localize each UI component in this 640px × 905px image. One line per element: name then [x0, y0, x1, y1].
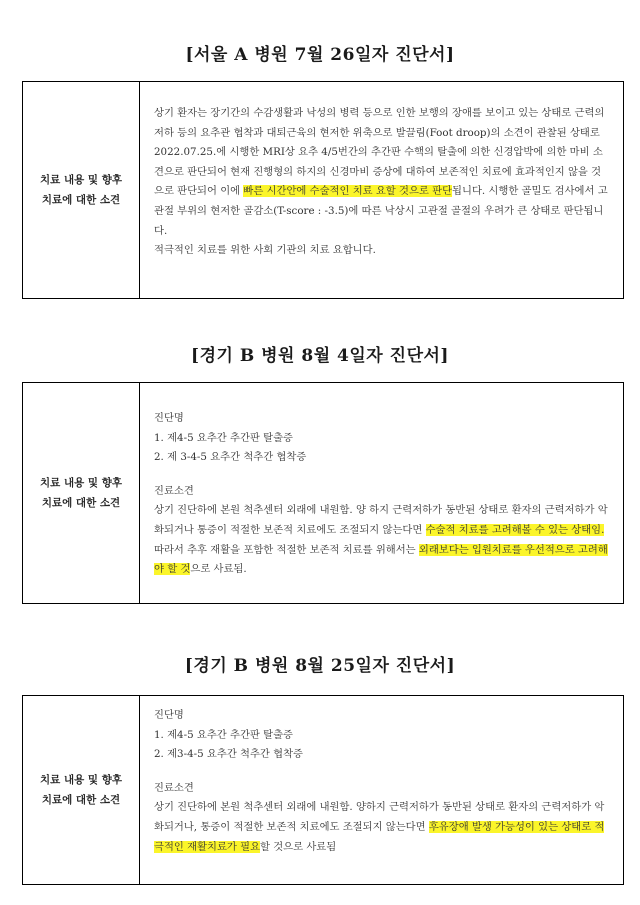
section2-diagnosis-heading: 진단명	[154, 412, 184, 424]
section1-highlight: 빠른 시간안에 수술적인 치료 요할 것으로 판단	[243, 185, 453, 198]
section2-highlight-1: 수술적 치료를 고려해볼 수 있는 상태임.	[425, 523, 605, 536]
section3-opinion	[154, 798, 611, 857]
section3-label-line1: 치료 내용 및 향후	[40, 774, 122, 786]
section3-label-line2: 치료에 대한 소견	[41, 794, 121, 806]
section2-diagnosis-2: 2. 제 3-4-5 요추간 척추간 협착증	[154, 451, 307, 464]
section3-opinion-pre: 상기 진단하에 본원 척추센터 외래에 내원함. 양하지 근력저하가 동반된 상태로 환자의 근력저하가 악화되거나, 통증이 적절한 보존적 치료에도 조절되지 않는다면	[154, 801, 605, 833]
section2-opinion-heading: 진료소견	[154, 484, 194, 497]
section1-paragraph	[154, 104, 611, 241]
section1-table	[22, 81, 624, 299]
section1-text-post: 됩니다. 시행한 골밀도 검사에서 고관절 부위의 현저한 골감소(T-score : -3.5)에 따른 낙상시 고관절 골절의 우려가 큰 상태로 판단됩니다.	[154, 185, 608, 237]
section3-content-cell	[140, 696, 623, 884]
section2-label-line1: 치료 내용 및 향후	[40, 477, 122, 489]
section2-opinion-pre: 상기 진단하에 본원 척추센터 외래에 내원함. 양 하지 근력저하가 동반된 상태로 환자의 근력저하가 악화되거나 통증이 적절한 보존적 치료에도 조절되지 않는다면	[154, 504, 608, 536]
section2-opinion-post: 으로 사료됨.	[190, 563, 247, 576]
section3-diagnosis-2: 2. 제3-4-5 요추간 척추간 협착증	[154, 748, 303, 761]
section1-label-line1: 치료 내용 및 향후	[40, 174, 122, 186]
section1-label-line2: 치료에 대한 소견	[41, 194, 121, 206]
section3-opinion-heading: 진료소견	[154, 781, 194, 794]
section3-title: [경기 B 병원 8월 25일자 진단서]	[184, 656, 456, 676]
section3-table	[22, 695, 624, 885]
section2-opinion	[154, 501, 611, 579]
section3-highlight: 후유장애 발생 가능성이 있는 상태로 적극적인 재활치료가 필요	[154, 820, 605, 853]
section2-title: [경기 B 병원 8월 4일자 진단서]	[191, 346, 449, 366]
section2-table	[22, 382, 624, 604]
section2-diagnosis-1: 1. 제4-5 요추간 추간판 탈출증	[154, 431, 293, 444]
section1-label-cell	[23, 82, 140, 298]
section3-diagnosis-1: 1. 제4-5 요추간 추간판 탈출증	[154, 728, 293, 741]
section2-highlight-2: 외래보다는 입원치료를 우선적으로 고려해야 할 것	[154, 543, 608, 576]
section2-content-cell	[140, 383, 623, 603]
section2-label-cell	[23, 383, 140, 603]
section2-opinion-mid: 따라서 추후 재활을 포함한 적절한 보존적 치료를 위해서는	[154, 543, 419, 556]
section3-diagnosis-heading: 진단명	[154, 709, 184, 721]
section2-label-line2: 치료에 대한 소견	[41, 497, 121, 509]
section3-label-cell	[23, 696, 140, 884]
section1-title: [서울 A 병원 7월 26일자 진단서]	[185, 45, 455, 65]
section3-opinion-post: 할 것으로 사료됨	[260, 840, 337, 853]
section1-content-cell	[140, 82, 623, 298]
section1-text-pre: 상기 환자는 장기간의 수감생활과 낙성의 병력 등으로 인한 보행의 장애를 보이고 있는 상태로 근력의 저하 등의 요추관 협착과 대퇴근육의 현저한 위축으로 발끌림(Foot droop)의 소견이 관찰된 상태로 2022.07.25.에 시행한 MRI상 요추 4/5번간의 추간판 수핵의 탈출에 의한 신경압박에 의한 마비 소견으로 판단되어 현재 진행형의 하지의 신경마비 증상에 대하여 보존적인 치료에 효과적인지 않을 것으로 판단되어 이에	[154, 107, 605, 198]
section1-paragraph2: 적극적인 치료를 위한 사회 기관의 치료 요합니다.	[154, 244, 376, 257]
